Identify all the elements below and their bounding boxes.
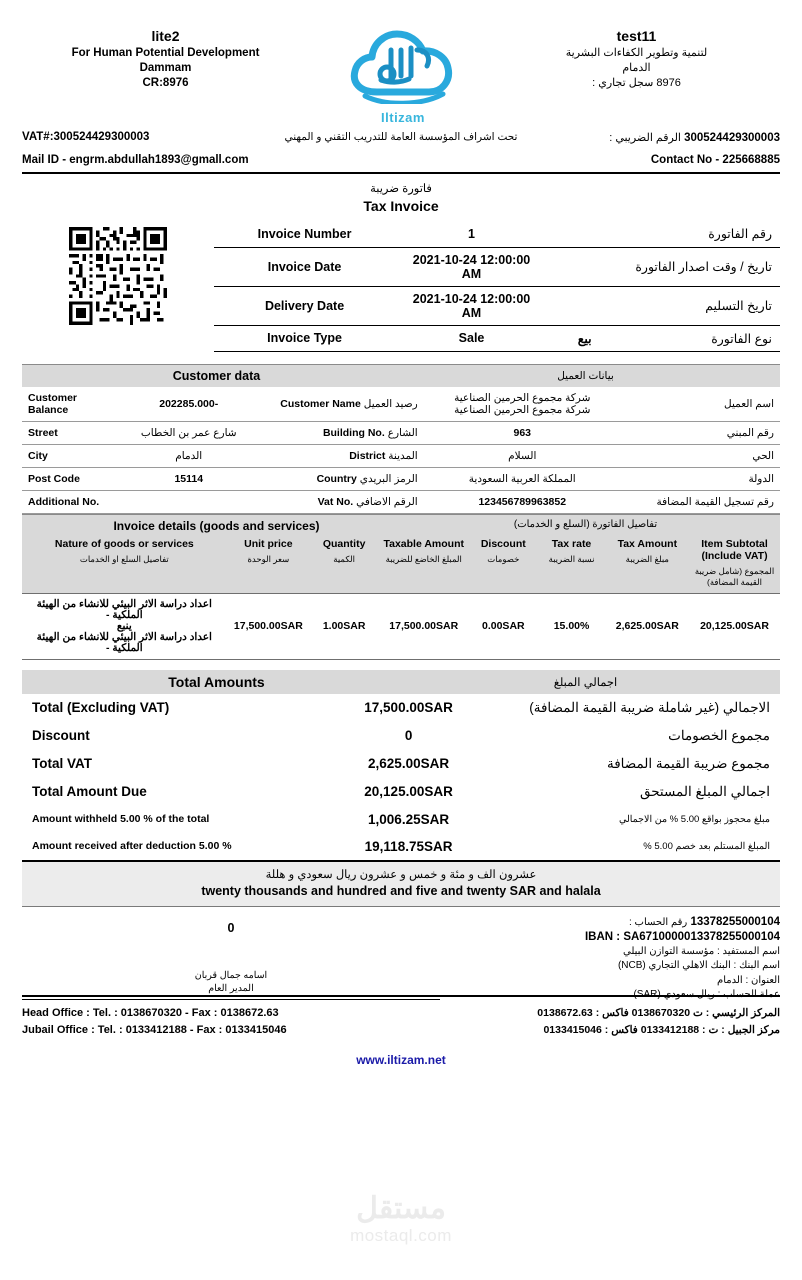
table-row [22, 387, 780, 422]
cr-value-ar: 8976 [656, 77, 681, 89]
customer-mid-en-2: District [349, 449, 386, 462]
table-row [22, 722, 780, 750]
table-row [22, 806, 780, 833]
col-quantity-ar: الكمية [333, 553, 355, 564]
customer-mid-1 [257, 421, 424, 444]
table-row [214, 286, 780, 325]
line-item-unit-price: 17,500.00SAR [227, 593, 310, 659]
company-right-block [493, 26, 780, 91]
footer-head-office-en: Head Office : Tel. : 0138670320 - Fax : 0138672.63 [22, 1007, 279, 1019]
col-quantity-en: Quantity [322, 537, 366, 550]
company-right-line1: لتنمية وتطوير الكفاءات البشرية [565, 47, 708, 59]
customer-value-balance: 202285.000- [121, 387, 257, 422]
document-title [22, 182, 780, 215]
amount-words-en: twenty thousands and hundred and five and twenty SAR and halala [201, 883, 601, 898]
col-item-subtotal [689, 535, 780, 594]
total-label-excl-vat-ar: الاجمالي (غير شاملة ضريبة القيمة المضافة) [529, 699, 770, 715]
customer-mid-ar-1: الشارع [387, 426, 418, 439]
total-label-received: Amount received after deduction 5.00 % [32, 840, 232, 852]
totals-table [22, 694, 780, 860]
customer-value-building: 963 [424, 421, 621, 444]
meta-label-en-2: Delivery Date [214, 286, 395, 325]
footer-offices-ar [401, 1005, 780, 1039]
customer-value-city: الدمام [121, 444, 257, 467]
company-right-name: test11 [616, 28, 657, 44]
company-left-line2: Dammam [139, 62, 192, 74]
invoice-details-header [22, 514, 780, 535]
col-taxable-en: Taxable Amount [383, 537, 464, 550]
customer-value-district: السلام [424, 444, 621, 467]
bank-account-label: رقم الحساب : [628, 916, 688, 928]
total-amounts-title-en: Total Amounts [168, 673, 265, 690]
line-item-tax-amount: 2,625.00SAR [606, 593, 689, 659]
line-item-description [22, 593, 227, 659]
bank-address: العنوان : الدمام [717, 974, 780, 986]
company-logo-block [313, 26, 493, 125]
bank-details [440, 915, 780, 1003]
header-divider [22, 172, 780, 174]
total-label-vat-ar: مجموع ضريبة القيمة المضافة [606, 755, 770, 771]
table-row [22, 833, 780, 860]
bank-account-row [440, 915, 780, 931]
meta-value-1: 2021-10-24 12:00:00 AM [395, 247, 548, 286]
total-label-received-ar: المبلغ المستلم بعد خصم 5.00 % [643, 840, 770, 852]
company-right-line2: الدمام [622, 62, 651, 74]
col-tax-amount [606, 535, 689, 594]
customer-label-country-ar: الدولة [621, 467, 780, 490]
customer-mid-3 [257, 467, 424, 490]
customer-label-building-ar: رقم المبني [621, 421, 780, 444]
iltizam-logo-icon [347, 26, 459, 114]
line-item-quantity: 1.00SAR [310, 593, 378, 659]
table-row [22, 467, 780, 490]
customer-mid-4 [257, 490, 424, 513]
qr-code-icon [69, 227, 167, 325]
customer-data-title-ar: بيانات العميل [557, 369, 614, 382]
customer-mid-0 [257, 387, 424, 422]
document-header [22, 0, 780, 125]
total-value-vat: 2,625.00SAR [368, 756, 450, 771]
customer-mid-en-0: Customer Name [280, 397, 361, 410]
signature [22, 969, 440, 995]
total-label-withheld-ar: مبلغ محجوز بواقع 5.00 % من الاجمالي [618, 813, 770, 825]
total-value-received: 19,118.75SAR [364, 838, 453, 854]
line-item-desc-2: ينبع [116, 619, 132, 632]
vat-right [546, 131, 780, 144]
customer-data-title-en: Customer data [172, 368, 261, 383]
company-left-cr: CR:8976 [142, 77, 189, 89]
customer-mid-en-3: Country [316, 472, 357, 485]
meta-label-en-1: Invoice Date [214, 247, 395, 286]
signature-block [22, 915, 440, 1003]
customer-mid-en-1: Building No. [322, 426, 385, 439]
bank-iban: IBAN : SA6710000013378255000104 [584, 931, 780, 943]
customer-data-header [22, 364, 780, 387]
company-left-block [22, 26, 313, 91]
col-tax-rate [537, 535, 605, 594]
company-right-cr [493, 76, 780, 91]
table-row [22, 750, 780, 778]
line-item-desc-3: اعداد دراسة الاثر البيئي للانشاء من الهيئة الملكية - [36, 630, 212, 654]
customer-value-name [424, 387, 621, 422]
total-label-withheld: Amount withheld 5.00 % of the total [32, 813, 210, 825]
meta-value-0: 1 [395, 221, 548, 247]
customer-label-city: City [22, 444, 121, 467]
col-nature [22, 535, 227, 594]
table-row [22, 694, 780, 722]
customer-label-balance: Customer Balance [22, 387, 121, 422]
table-row [22, 490, 780, 513]
total-label-due-ar: اجمالي المبلغ المستحق [639, 783, 770, 799]
footer-jubail-office-en: Jubail Office : Tel. : 0133412188 - Fax : 0133415046 [22, 1024, 287, 1036]
mostaql-watermark [0, 1192, 802, 1246]
line-item-discount: 0.00SAR [469, 593, 537, 659]
table-header-row [22, 535, 780, 594]
total-label-discount-ar: مجموع الخصومات [668, 727, 770, 743]
total-value-due: 20,125.00SAR [364, 784, 453, 799]
col-unit-price-ar: سعر الوحدة [247, 553, 290, 564]
customer-label-postcode: Post Code [22, 467, 121, 490]
signature-name: اسامه جمال قربان [194, 969, 268, 981]
total-amounts-title-ar: اجمالي المبلغ [553, 676, 618, 689]
customer-value-country: المملكة العربية السعودية [424, 467, 621, 490]
customer-label-district-ar: الحي [621, 444, 780, 467]
meta-value-3: Sale [395, 325, 548, 351]
customer-label-vatno-ar: رقم تسجيل القيمة المضافة [621, 490, 780, 513]
qr-code-container [22, 221, 214, 325]
meta-label-en-0: Invoice Number [214, 221, 395, 247]
bank-and-signature [22, 907, 780, 1003]
col-tax-rate-en: Tax rate [551, 537, 592, 550]
invoice-details-title-en: Invoice details (goods and services) [113, 518, 320, 533]
customer-mid-2 [257, 444, 424, 467]
table-row [214, 247, 780, 286]
col-nature-ar: تفاصيل السلع او الخدمات [79, 553, 169, 564]
invoice-details-title-ar: تفاصيل الفاتورة (السلع و الخدمات) [513, 518, 658, 530]
bank-left-zero: 0 [227, 920, 235, 935]
total-amounts-header [22, 670, 780, 694]
customer-name-line2: شركة مجموع الحرمين الصناعية [454, 403, 591, 416]
col-discount-en: Discount [480, 537, 526, 550]
amount-in-words [22, 860, 780, 907]
customer-value-additional [121, 490, 257, 513]
supervision-note-ar: تحت اشراف المؤسسة العامة للتدريب التقني و المهني [284, 131, 518, 143]
line-item-tax-rate: 15.00% [537, 593, 605, 659]
meta-value-ar-3: بيع [548, 325, 622, 351]
col-unit-price [227, 535, 310, 594]
customer-label-street: Street [22, 421, 121, 444]
customer-data-table [22, 387, 780, 514]
col-tax-amount-en: Tax Amount [617, 537, 678, 550]
meta-value-ar-2 [548, 286, 622, 325]
line-item-taxable: 17,500.00SAR [378, 593, 469, 659]
footer-contacts [22, 997, 780, 1039]
col-subtotal-ar: المجموع (شامل ضريبة القيمة المضافة) [694, 565, 775, 587]
bank-currency: عملة الحساب : ريال سعودي (SAR) [633, 989, 780, 1000]
vat-right-label: الرقم الضريبي : [609, 132, 681, 144]
invoice-meta-area [22, 221, 780, 352]
total-label-discount: Discount [32, 728, 90, 743]
customer-mid-ar-0: رصيد العميل [363, 397, 418, 410]
col-tax-rate-ar: نسبة الضريبة [548, 553, 595, 564]
table-row [22, 778, 780, 806]
col-nature-en: Nature of goods or services [54, 537, 194, 550]
website-link[interactable]: www.iltizam.net [356, 1053, 446, 1067]
customer-mid-en-4: Vat No. [317, 495, 354, 508]
total-value-withheld: 1,006.25SAR [368, 811, 450, 827]
company-left-name: lite2 [151, 28, 180, 44]
meta-value-ar-0 [548, 221, 622, 247]
meta-value-ar-1 [548, 247, 622, 286]
col-unit-price-en: Unit price [244, 537, 293, 550]
customer-mid-ar-3: الرمز البريدي [359, 472, 418, 485]
line-item-subtotal: 20,125.00SAR [689, 593, 780, 659]
col-subtotal-en: Item Subtotal (Include VAT) [701, 537, 768, 562]
title-arabic: فاتورة ضريبة [370, 183, 432, 195]
invoice-details-table [22, 535, 780, 660]
col-quantity [310, 535, 378, 594]
col-discount [469, 535, 537, 594]
total-value-excl-vat: 17,500.00SAR [364, 700, 453, 715]
customer-mid-ar-4: الرقم الاضافي [356, 495, 418, 508]
meta-label-ar-3: نوع الفاتورة [622, 325, 781, 351]
vat-left: VAT#:300524429300003 [22, 131, 150, 143]
total-label-excl-vat: Total (Excluding VAT) [32, 700, 170, 715]
meta-label-en-3: Invoice Type [214, 325, 395, 351]
watermark-english: mostaql.com [350, 1226, 452, 1245]
table-row [22, 593, 780, 659]
customer-value-street: شارع عمر بن الخطاب [121, 421, 257, 444]
meta-label-ar-2: تاريخ التسليم [622, 286, 781, 325]
watermark-arabic: مستقل [356, 1192, 446, 1225]
customer-label-name-ar: اسم العميل [621, 387, 780, 422]
logo-caption: Iltizam [381, 110, 425, 125]
col-taxable-amount [378, 535, 469, 594]
total-label-due: Total Amount Due [32, 784, 147, 799]
bank-name: اسم البنك : البنك الاهلي التجاري (NCB) [617, 960, 780, 971]
customer-value-vatno: 123456789963852 [424, 490, 621, 513]
title-english: Tax Invoice [363, 198, 439, 214]
contact-no: Contact No - 225668885 [650, 154, 780, 166]
amount-words-ar: عشرون الف و مئة و خمس و عشرون ريال سعودي و هللة [265, 868, 537, 881]
footer-offices-en [22, 1005, 401, 1039]
company-left-line1: For Human Potential Development [71, 47, 260, 59]
table-row [22, 421, 780, 444]
table-row [22, 444, 780, 467]
cr-label-ar: سجل تجاري : [592, 77, 654, 89]
signature-title: المدير العام [208, 982, 254, 994]
col-taxable-ar: المبلغ الخاضع للضريبة [385, 553, 462, 564]
col-tax-amount-ar: مبلغ الضريبة [625, 553, 669, 564]
line-item-desc-1: اعداد دراسة الاثر البيئي للانشاء من الهيئة الملكية - [36, 597, 212, 621]
footer-jubail-office-ar: مركز الجبيل : ت : 0133412188 فاكس : 0133415046 [543, 1024, 780, 1036]
customer-label-additional: Additional No. [22, 490, 121, 513]
footer-head-office-ar: المركز الرئيسي : ت 0138670320 فاكس : 0138672.63 [537, 1007, 780, 1019]
meta-label-ar-1: تاريخ / وقت اصدار الفاتورة [622, 247, 781, 286]
meta-value-2: 2021-10-24 12:00:00 AM [395, 286, 548, 325]
bank-beneficiary: اسم المستفيد : مؤسسة التوازن البيلي [622, 945, 780, 957]
customer-mid-ar-2: المدينة [388, 449, 418, 462]
customer-name-line1: شركة مجموع الحرمين الصناعية [454, 391, 591, 404]
customer-value-postcode: 15114 [121, 467, 257, 490]
bank-account-value: 13378255000104 [690, 915, 780, 928]
total-label-vat: Total VAT [32, 756, 92, 771]
col-discount-ar: خصومات [487, 553, 520, 564]
invoice-meta-table [214, 221, 780, 352]
table-row [214, 221, 780, 247]
meta-label-ar-0: رقم الفاتورة [622, 221, 781, 247]
header-vat-row [22, 131, 780, 144]
total-value-discount: 0 [404, 728, 413, 743]
mail-id: Mail ID - engrm.abdullah1893@gmall.com [22, 154, 249, 166]
header-contact-row [22, 154, 780, 172]
document-footer [22, 995, 780, 1067]
table-row [214, 325, 780, 351]
vat-right-value: 300524429300003 [684, 132, 780, 144]
